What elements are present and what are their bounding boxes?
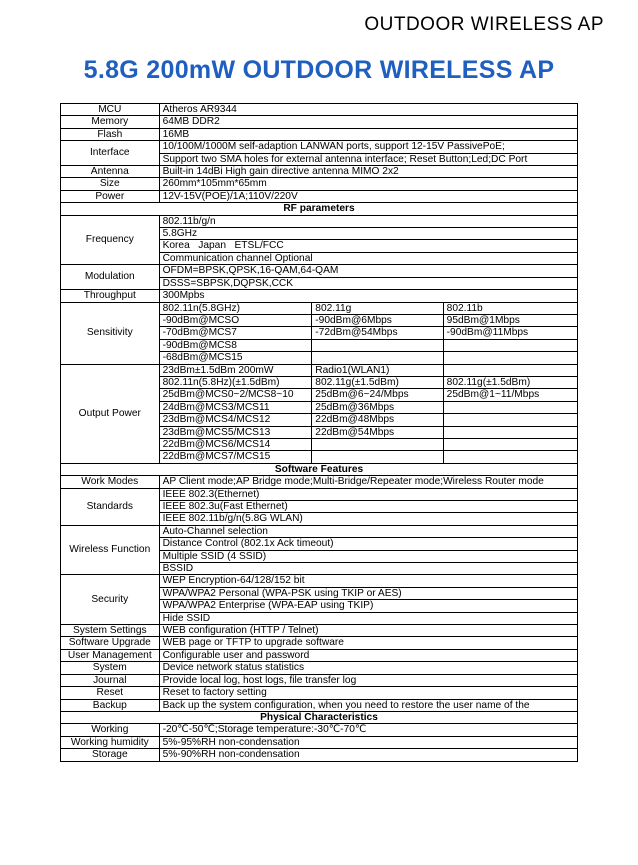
section-title: RF parameters xyxy=(61,203,578,215)
table-cell: 802.11g(±1.5dBm) xyxy=(443,376,577,388)
table-row-frequency xyxy=(61,215,578,227)
table-cell: 22dBm@54Mbps xyxy=(312,426,443,438)
row-value: 10/100M/1000M self-adaption LANWAN ports, support 12-15V PassivePoE; xyxy=(159,141,577,153)
table-cell xyxy=(312,352,443,364)
row-label: Frequency xyxy=(61,215,160,265)
table-cell: 22dBm@48Mbps xyxy=(312,414,443,426)
row-label: Working xyxy=(61,724,160,736)
table-cell: Radio1(WLAN1) xyxy=(312,364,443,376)
row-label: Sensitivity xyxy=(61,302,160,364)
row-value: IEEE 802.11b/g/n(5.8G WLAN) xyxy=(159,513,577,525)
table-cell: 25dBm@36Mbps xyxy=(312,401,443,413)
table-cell: -90dBm@11Mbps xyxy=(443,327,577,339)
table-row-system xyxy=(61,662,578,674)
table-row-software-upgrade xyxy=(61,637,578,649)
row-value: 802.11b/g/n xyxy=(159,215,577,227)
row-value: 16MB xyxy=(159,128,577,140)
table-cell: 802.11g xyxy=(312,302,443,314)
table-cell: -90dBm@6Mbps xyxy=(312,314,443,326)
table-cell xyxy=(443,352,577,364)
table-cell: 95dBm@1Mbps xyxy=(443,314,577,326)
spec-table xyxy=(60,103,578,762)
row-label: System xyxy=(61,662,160,674)
table-cell: 802.11b xyxy=(443,302,577,314)
row-value: 5%-95%RH non-condensation xyxy=(159,736,577,748)
row-value: WEP Encryption-64/128/152 bit xyxy=(159,575,577,587)
table-cell xyxy=(443,364,577,376)
table-row-modulation xyxy=(61,265,578,277)
table-row-storage xyxy=(61,749,578,761)
table-cell: 802.11g(±1.5dBm) xyxy=(312,376,443,388)
table-row-working-humidity xyxy=(61,736,578,748)
table-cell: 23dBm@MCS4/MCS12 xyxy=(159,414,312,426)
row-label: Memory xyxy=(61,116,160,128)
table-cell: -70dBm@MCS7 xyxy=(159,327,312,339)
table-cell: 23dBm@MCS5/MCS13 xyxy=(159,426,312,438)
row-label: MCU xyxy=(61,104,160,116)
row-label: Flash xyxy=(61,128,160,140)
row-value: WEB page or TFTP to upgrade software xyxy=(159,637,577,649)
row-value: Built-in 14dBi High gain directive antenna MIMO 2x2 xyxy=(159,166,577,178)
row-label: Backup xyxy=(61,699,160,711)
row-value: 5%-90%RH non-condensation xyxy=(159,749,577,761)
row-label: Working humidity xyxy=(61,736,160,748)
row-label: Standards xyxy=(61,488,160,525)
table-cell: 23dBm±1.5dBm 200mW xyxy=(159,364,312,376)
row-value: Korea Japan ETSL/FCC xyxy=(159,240,577,252)
table-cell xyxy=(443,438,577,450)
row-value: 5.8GHz xyxy=(159,228,577,240)
table-row-standards xyxy=(61,488,578,500)
table-cell: -90dBm@MCS8 xyxy=(159,339,312,351)
section-row-rf xyxy=(61,203,578,215)
row-value: Support two SMA holes for external antenna interface; Reset Button;Led;DC Port xyxy=(159,153,577,165)
row-value: Hide SSID xyxy=(159,612,577,624)
table-row-working xyxy=(61,724,578,736)
row-label: System Settings xyxy=(61,625,160,637)
table-row-user-management xyxy=(61,649,578,661)
table-cell: 24dBm@MCS3/MCS11 xyxy=(159,401,312,413)
row-label: Security xyxy=(61,575,160,625)
row-label: Antenna xyxy=(61,166,160,178)
row-value: -20℃-50℃;Storage temperature:-30℃-70℃ xyxy=(159,724,577,736)
table-cell xyxy=(443,339,577,351)
table-row-mcu xyxy=(61,104,578,116)
table-row-backup xyxy=(61,699,578,711)
row-value: Device network status statistics xyxy=(159,662,577,674)
row-value: Multiple SSID (4 SSID) xyxy=(159,550,577,562)
table-cell xyxy=(443,451,577,463)
row-label: Size xyxy=(61,178,160,190)
row-value: IEEE 802.3(Ethernet) xyxy=(159,488,577,500)
table-row-interface xyxy=(61,141,578,153)
row-label: Storage xyxy=(61,749,160,761)
row-label: Wireless Function xyxy=(61,525,160,575)
row-label: Output Power xyxy=(61,364,160,463)
row-label: User Management xyxy=(61,649,160,661)
table-cell xyxy=(312,451,443,463)
row-value: OFDM=BPSK,QPSK,16-QAM,64-QAM xyxy=(159,265,577,277)
table-cell: 25dBm@1~11/Mbps xyxy=(443,389,577,401)
table-cell: 802.11n(5.8Hz)(±1.5dBm) xyxy=(159,376,312,388)
page-title: 5.8G 200mW OUTDOOR WIRELESS AP xyxy=(83,56,555,84)
row-label: Reset xyxy=(61,687,160,699)
table-cell: 25dBm@MCS0~2/MCS8~10 xyxy=(159,389,312,401)
table-row-security xyxy=(61,575,578,587)
table-cell: -90dBm@MCSO xyxy=(159,314,312,326)
corner-title: OUTDOOR WIRELESS AP xyxy=(364,14,604,35)
table-row-memory xyxy=(61,116,578,128)
section-row-software xyxy=(61,463,578,475)
row-value: Communication channel Optional xyxy=(159,252,577,264)
row-value: IEEE 802.3u(Fast Ethernet) xyxy=(159,501,577,513)
row-value: BSSID xyxy=(159,563,577,575)
table-row-flash xyxy=(61,128,578,140)
row-value: 260mm*105mm*65mm xyxy=(159,178,577,190)
row-value: AP Client mode;AP Bridge mode;Multi-Bridge/Repeater mode;Wireless Router mode xyxy=(159,476,577,488)
table-row-work-modes xyxy=(61,476,578,488)
table-cell: 22dBm@MCS6/MCS14 xyxy=(159,438,312,450)
row-value: Back up the system configuration, when you need to restore the user name of the xyxy=(159,699,577,711)
table-cell xyxy=(443,401,577,413)
row-value: WEB configuration (HTTP / Telnet) xyxy=(159,625,577,637)
row-label: Throughput xyxy=(61,290,160,302)
section-title: Software Features xyxy=(61,463,578,475)
table-row-sensitivity xyxy=(61,302,578,314)
table-cell: -68dBm@MCS15 xyxy=(159,352,312,364)
row-value: Configurable user and password xyxy=(159,649,577,661)
table-row-journal xyxy=(61,674,578,686)
table-row-power xyxy=(61,190,578,202)
row-value: Distance Control (802.1x Ack timeout) xyxy=(159,538,577,550)
table-cell: 802.11n(5.8GHz) xyxy=(159,302,312,314)
table-cell: 25dBm@6~24/Mbps xyxy=(312,389,443,401)
row-label: Interface xyxy=(61,141,160,166)
row-value: Atheros AR9344 xyxy=(159,104,577,116)
table-cell xyxy=(312,438,443,450)
row-label: Work Modes xyxy=(61,476,160,488)
row-value: Reset to factory setting xyxy=(159,687,577,699)
table-row-size xyxy=(61,178,578,190)
table-cell: -72dBm@54Mbps xyxy=(312,327,443,339)
row-label: Journal xyxy=(61,674,160,686)
row-value: Auto-Channel selection xyxy=(159,525,577,537)
row-value: 12V-15V(POE)/1A;110V/220V xyxy=(159,190,577,202)
row-value: WPA/WPA2 Enterprise (WPA-EAP using TKIP) xyxy=(159,600,577,612)
table-cell xyxy=(443,426,577,438)
row-label: Power xyxy=(61,190,160,202)
section-row-physical xyxy=(61,711,578,723)
table-row-wireless-function xyxy=(61,525,578,537)
row-value: 64MB DDR2 xyxy=(159,116,577,128)
table-row-system-settings xyxy=(61,625,578,637)
row-value: 300Mpbs xyxy=(159,290,577,302)
table-row-reset xyxy=(61,687,578,699)
row-value: Provide local log, host logs, file transfer log xyxy=(159,674,577,686)
table-row-antenna xyxy=(61,166,578,178)
table-cell xyxy=(443,414,577,426)
row-value: DSSS=SBPSK,DQPSK,CCK xyxy=(159,277,577,289)
row-label: Software Upgrade xyxy=(61,637,160,649)
table-row-output-power xyxy=(61,364,578,376)
table-row-throughput xyxy=(61,290,578,302)
row-label: Modulation xyxy=(61,265,160,290)
table-cell xyxy=(312,339,443,351)
row-value: WPA/WPA2 Personal (WPA-PSK using TKIP or AES) xyxy=(159,587,577,599)
table-cell: 22dBm@MCS7/MCS15 xyxy=(159,451,312,463)
section-title: Physical Characteristics xyxy=(61,711,578,723)
